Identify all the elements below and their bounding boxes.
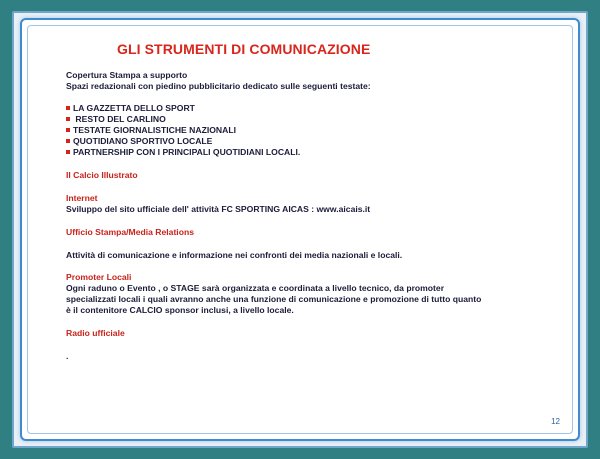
page-number: 12 (551, 417, 560, 426)
slide-outer-frame (12, 11, 588, 448)
calcio-illustrato-heading: Il Calcio Illustrato (66, 170, 138, 180)
bullet-icon (66, 139, 70, 143)
ufficio-stampa-text: Attività di comunicazione e informazione nei confronti dei media nazionali e locali. (66, 250, 403, 260)
internet-text: Sviluppo del sito ufficiale dell' attività FC SPORTING AICAS : www.aicais.it (66, 204, 371, 214)
promoter-line: Ogni raduno o Evento , o STAGE sarà organizzata e coordinata a livello tecnico, da promoter (66, 283, 445, 293)
slide-title: GLI STRUMENTI DI COMUNICAZIONE (117, 41, 371, 57)
promoter-line: specializzati locali i quali avranno anche una funzione di comunicazione e promozione di tutto quanto (66, 294, 482, 304)
slide-content (14, 13, 586, 446)
trailing-dot: . (66, 351, 69, 361)
outlet-label: RESTO DEL CARLINO (73, 114, 166, 124)
ufficio-stampa-heading: Ufficio Stampa/Media Relations (66, 227, 194, 237)
bullet-icon (66, 106, 70, 110)
outlet-item (66, 125, 236, 136)
press-heading: Copertura Stampa a supporto (66, 70, 188, 80)
bullet-icon (66, 150, 70, 154)
outlet-item (66, 136, 212, 147)
internet-heading: Internet (66, 193, 98, 203)
press-description: Spazi redazionali con piedino pubblicitario dedicato sulle seguenti testate: (66, 81, 371, 91)
outlet-item (66, 147, 300, 158)
radio-heading: Radio ufficiale (66, 328, 125, 338)
promoter-heading: Promoter Locali (66, 272, 132, 282)
outlet-item (66, 114, 166, 125)
bullet-icon (66, 117, 70, 121)
outlet-item (66, 103, 195, 114)
outlet-label: QUOTIDIANO SPORTIVO LOCALE (73, 136, 213, 146)
outlet-label: LA GAZZETTA DELLO SPORT (73, 103, 195, 113)
outlet-label: TESTATE GIORNALISTICHE NAZIONALI (73, 125, 236, 135)
promoter-line: è il contenitore CALCIO sponsor inclusi, a livello locale. (66, 305, 294, 315)
outlet-label: PARTNERSHIP CON I PRINCIPALI QUOTIDIANI LOCALI. (73, 147, 301, 157)
bullet-icon (66, 128, 70, 132)
